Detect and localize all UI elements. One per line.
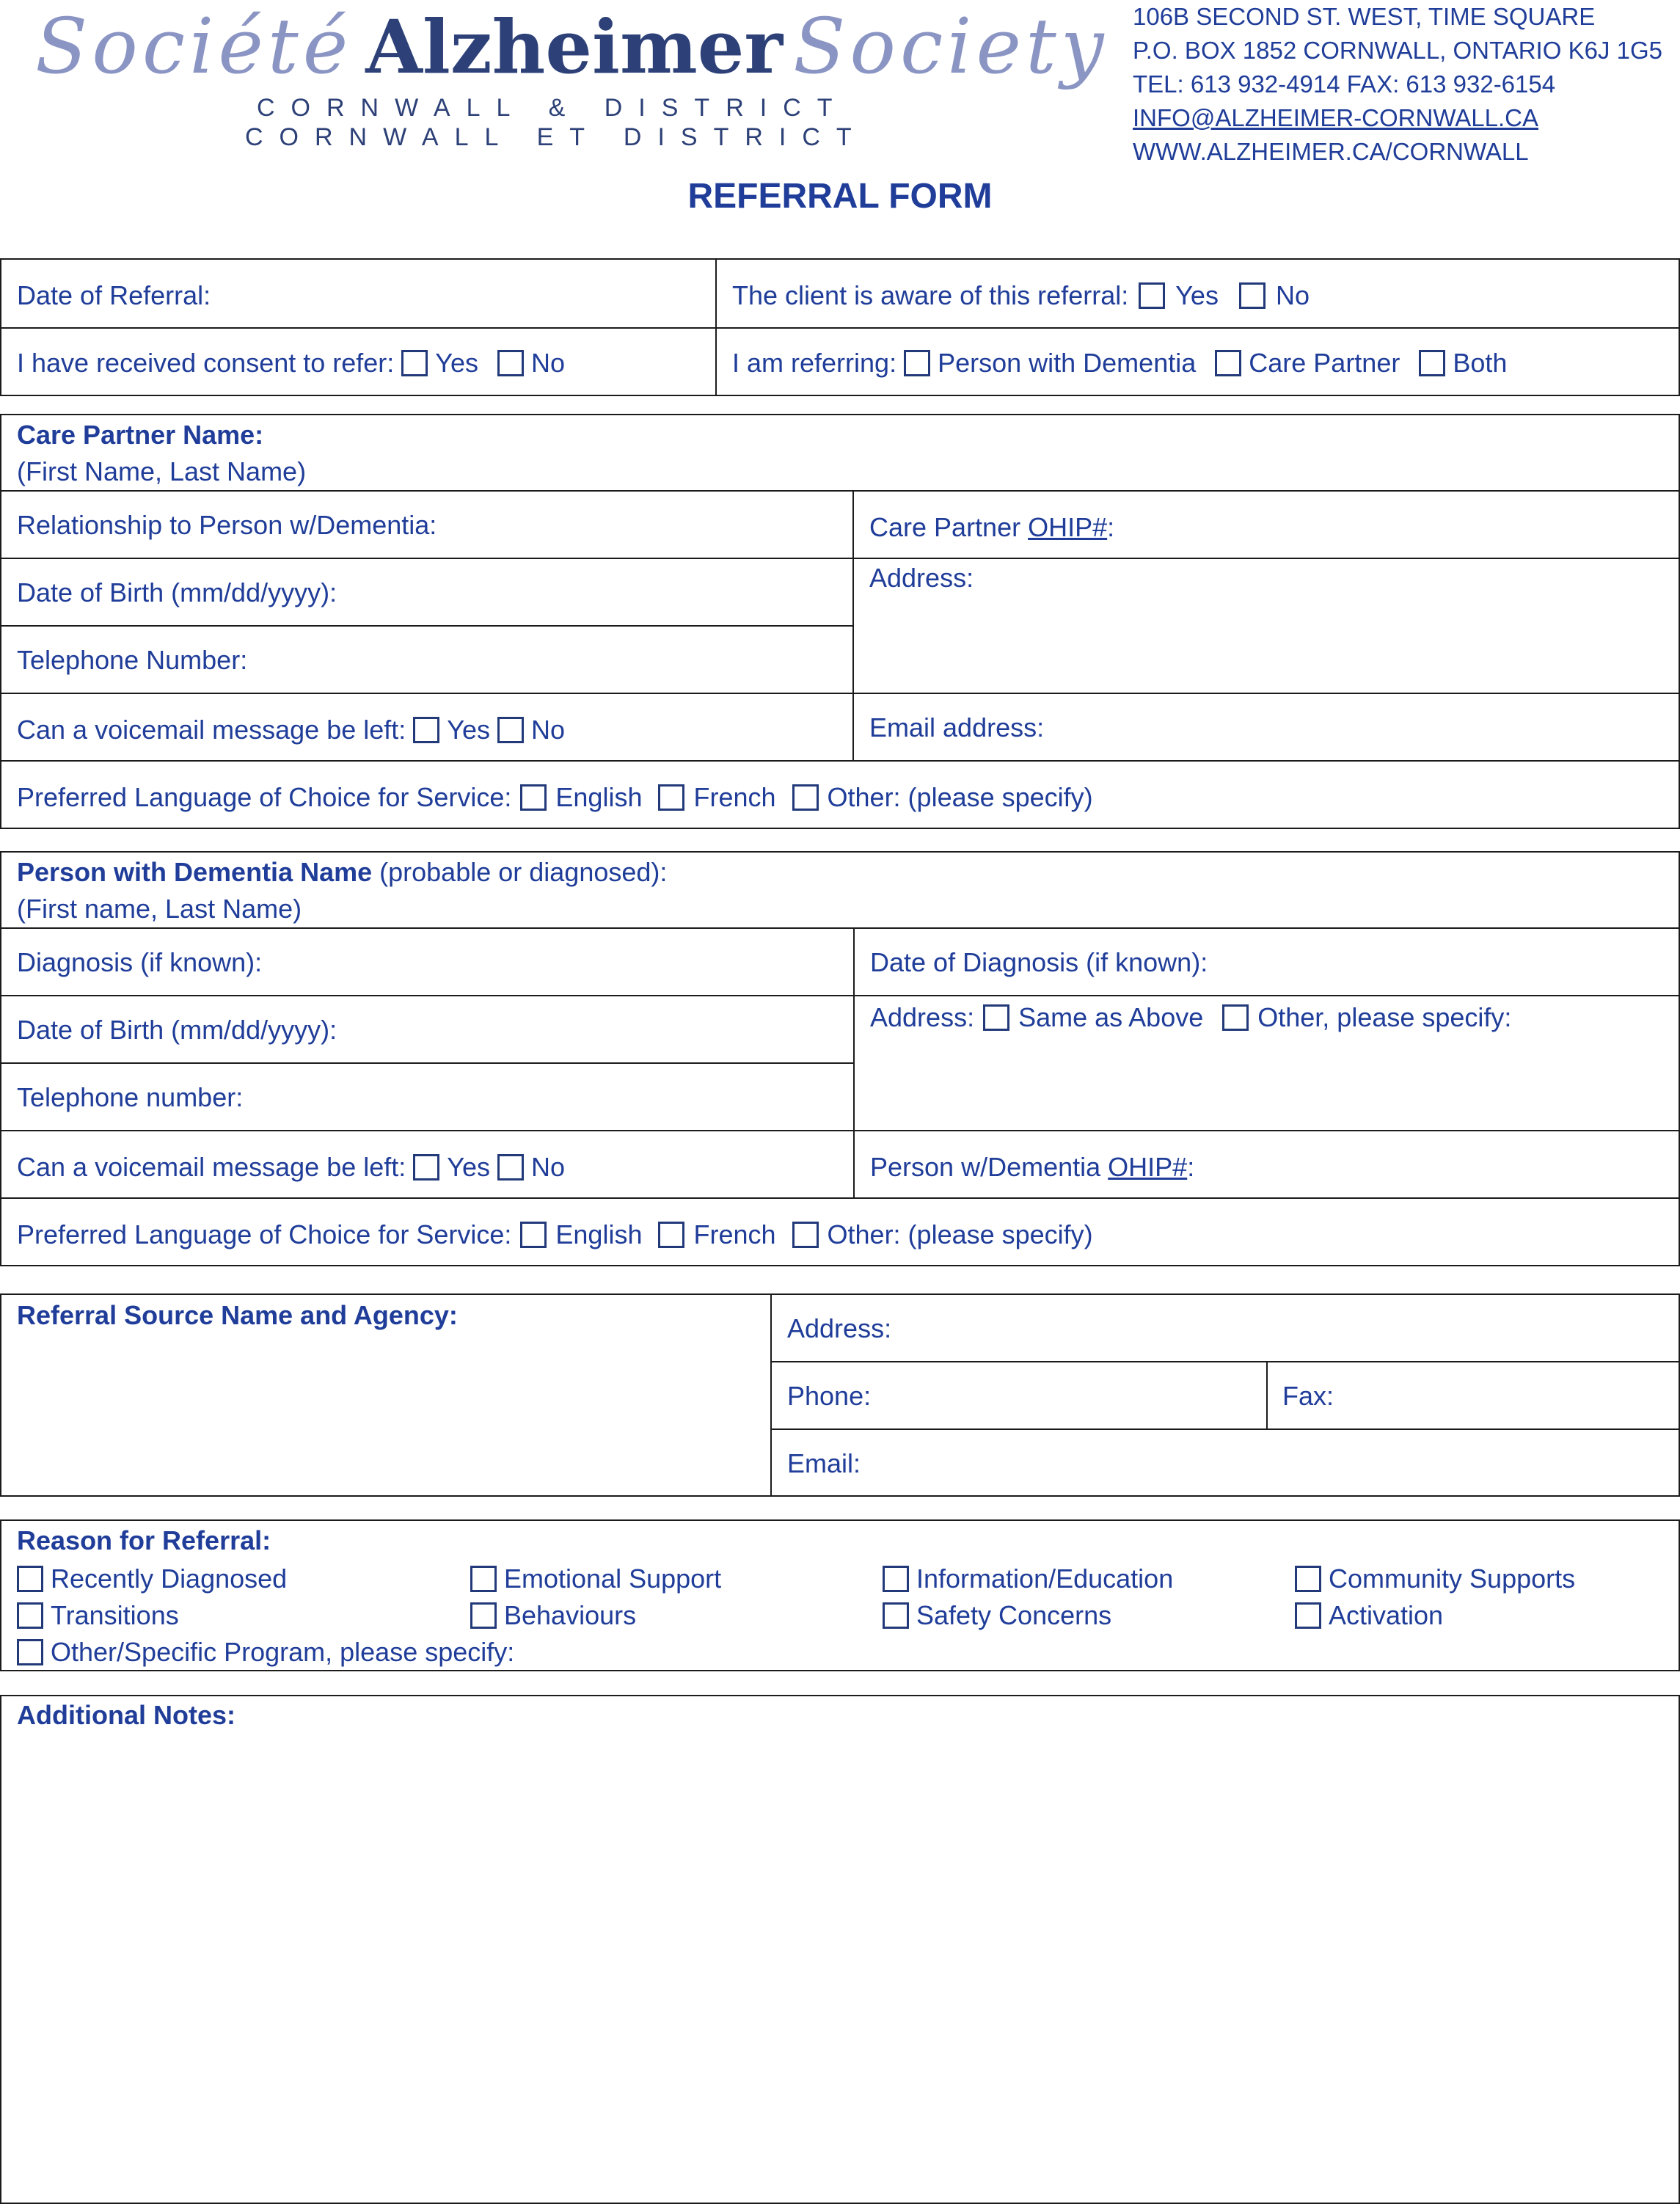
care-partner-ohip-label: OHIP# [1028, 512, 1108, 542]
care-partner-language-label: Preferred Language of Choice for Service: [17, 782, 512, 812]
additional-notes-field[interactable] [0, 1695, 1680, 2204]
reason-title: Reason for Referral: [17, 1525, 271, 1555]
safety-concerns-label: Safety Concerns [916, 1600, 1112, 1630]
other-program-label: Other/Specific Program, please specify: [51, 1637, 515, 1667]
pwd-other-address-checkbox[interactable] [1222, 1004, 1249, 1031]
care-partner-name-field[interactable] [0, 415, 1679, 489]
recently-diagnosed-checkbox[interactable] [17, 1566, 43, 1592]
source-email-label: Email: [787, 1448, 861, 1478]
pwd-english-checkbox[interactable] [520, 1222, 547, 1248]
transitions-label: Transitions [51, 1600, 179, 1630]
emotional-support-checkbox[interactable] [470, 1566, 497, 1592]
care-partner-ohip-suffix: : [1107, 512, 1115, 542]
referring-pwd-label: Person with Dementia [938, 348, 1197, 378]
contact-po-box: P.O. BOX 1852 CORNWALL, ONTARIO K6J 1G5 [1133, 37, 1662, 64]
referring-label: I am referring: [732, 348, 897, 378]
reason-behaviours [470, 1600, 636, 1631]
pwd-voicemail-yes-label: Yes [447, 1152, 490, 1182]
care-partner-name-label: Care Partner Name: [17, 420, 264, 450]
care-partner-other-label: Other: (please specify) [827, 782, 1093, 812]
consent-yes-checkbox[interactable] [401, 350, 428, 376]
logo-subtitle-fr: CORNWALL ET DISTRICT [245, 123, 868, 151]
consent-no-checkbox[interactable] [497, 350, 524, 376]
community-supports-label: Community Supports [1329, 1563, 1576, 1594]
logo-subtitle-en: CORNWALL & DISTRICT [257, 94, 849, 122]
activation-label: Activation [1329, 1600, 1444, 1630]
safety-concerns-checkbox[interactable] [883, 1602, 909, 1629]
pwd-name-label: Person with Dementia Name [17, 857, 373, 887]
care-partner-french-label: French [693, 782, 776, 812]
logo-societe: Société [35, 1, 353, 91]
reason-safety-concerns [883, 1600, 1111, 1631]
care-partner-english-label: English [555, 782, 643, 812]
consent-row [17, 348, 565, 379]
pwd-voicemail-yes-checkbox[interactable] [413, 1154, 439, 1181]
care-partner-language-row [17, 782, 1093, 813]
pwd-same-address-checkbox[interactable] [983, 1004, 1009, 1031]
reason-emotional-support [470, 1563, 721, 1594]
care-partner-voicemail-yes-label: Yes [447, 715, 490, 745]
activation-checkbox[interactable] [1295, 1602, 1321, 1629]
care-partner-address-label: Address: [869, 563, 974, 593]
pwd-english-label: English [555, 1219, 643, 1249]
reason-community-supports [1295, 1563, 1575, 1594]
date-of-referral-field[interactable] [17, 280, 211, 311]
logo-alzheimer: Alzheimer [365, 4, 784, 90]
contact-block [1133, 0, 1662, 169]
care-partner-voicemail-yes-checkbox[interactable] [413, 717, 439, 743]
care-partner-email-label: Email address: [869, 712, 1045, 742]
care-partner-ohip-field[interactable] [869, 512, 1114, 543]
recently-diagnosed-label: Recently Diagnosed [51, 1563, 288, 1594]
pwd-address-label: Address: [870, 1002, 975, 1032]
pwd-french-label: French [693, 1219, 776, 1249]
care-partner-voicemail-no-checkbox[interactable] [497, 717, 524, 743]
consent-label: I have received consent to refer: [17, 348, 395, 378]
pwd-other-address-label: Other, please specify: [1257, 1002, 1512, 1032]
source-address-label: Address: [787, 1313, 892, 1343]
client-aware-yes-checkbox[interactable] [1139, 282, 1165, 309]
other-program-checkbox[interactable] [17, 1639, 43, 1665]
source-phone-label: Phone: [787, 1381, 872, 1411]
reason-recently-diagnosed [17, 1563, 287, 1594]
pwd-ohip-label: OHIP# [1108, 1152, 1188, 1182]
care-partner-ohip-prefix: Care Partner [869, 512, 1029, 542]
referring-care-partner-label: Care Partner [1249, 348, 1400, 378]
care-partner-voicemail-row [17, 715, 565, 745]
referring-both-label: Both [1453, 348, 1508, 378]
pwd-name-qualifier: (probable or diagnosed): [372, 857, 668, 887]
pwd-ohip-suffix: : [1187, 1152, 1195, 1182]
pwd-language-label: Preferred Language of Choice for Service: [17, 1219, 512, 1249]
reason-activation [1295, 1600, 1443, 1631]
care-partner-dob-label: Date of Birth (mm/dd/yyyy): [17, 577, 337, 607]
additional-notes-label: Additional Notes: [17, 1700, 235, 1730]
source-fax-label: Fax: [1282, 1381, 1334, 1411]
date-of-referral-label: Date of Referral: [17, 280, 211, 310]
source-name-label: Referral Source Name and Agency: [17, 1300, 458, 1330]
client-aware-yes-label: Yes [1175, 280, 1219, 310]
logo [35, 0, 1109, 154]
pwd-diagnosis-date-label: Date of Diagnosis (if known): [870, 947, 1208, 977]
form-title: REFERRAL FORM [687, 177, 993, 216]
client-aware-no-checkbox[interactable] [1239, 282, 1266, 309]
pwd-diagnosis-label: Diagnosis (if known): [17, 947, 263, 977]
referring-both-checkbox[interactable] [1419, 350, 1445, 376]
contact-email-link[interactable]: INFO@ALZHEIMER-CORNWALL.CA [1133, 104, 1538, 131]
client-aware-label: The client is aware of this referral: [732, 280, 1129, 310]
care-partner-name-hint: (First Name, Last Name) [17, 456, 307, 486]
pwd-other-checkbox[interactable] [792, 1222, 819, 1248]
community-supports-checkbox[interactable] [1295, 1566, 1321, 1592]
care-partner-french-checkbox[interactable] [658, 784, 684, 811]
logo-society: Society [793, 1, 1109, 91]
pwd-address-row [870, 1002, 1511, 1033]
reason-information-education [883, 1563, 1173, 1594]
care-partner-voicemail-label: Can a voicemail message be left: [17, 715, 406, 745]
behaviours-label: Behaviours [504, 1600, 637, 1630]
consent-yes-label: Yes [435, 348, 479, 378]
information-education-label: Information/Education [916, 1563, 1174, 1594]
referring-pwd-checkbox[interactable] [904, 350, 930, 376]
pwd-name-heading [17, 859, 667, 886]
pwd-voicemail-row [17, 1152, 565, 1183]
pwd-voicemail-label: Can a voicemail message be left: [17, 1152, 406, 1182]
pwd-voicemail-no-checkbox[interactable] [497, 1154, 524, 1181]
relationship-label: Relationship to Person w/Dementia: [17, 510, 437, 540]
reason-transitions [17, 1600, 179, 1631]
reason-other-program [17, 1637, 514, 1668]
client-aware-row [732, 280, 1310, 311]
emotional-support-label: Emotional Support [504, 1563, 722, 1594]
care-partner-other-checkbox[interactable] [792, 784, 819, 811]
referring-care-partner-checkbox[interactable] [1215, 350, 1241, 376]
pwd-name-hint: (First name, Last Name) [17, 894, 302, 924]
care-partner-voicemail-no-label: No [531, 715, 566, 745]
care-partner-telephone-label: Telephone Number: [17, 645, 248, 675]
pwd-other-label: Other: (please specify) [827, 1219, 1093, 1249]
pwd-ohip-field[interactable] [870, 1152, 1194, 1183]
pwd-dob-label: Date of Birth (mm/dd/yyyy): [17, 1015, 337, 1045]
contact-website[interactable]: WWW.ALZHEIMER.CA/CORNWALL [1133, 138, 1529, 165]
care-partner-english-checkbox[interactable] [520, 784, 547, 811]
pwd-language-row [17, 1219, 1093, 1250]
referring-row [732, 348, 1507, 379]
pwd-telephone-label: Telephone number: [17, 1082, 244, 1112]
information-education-checkbox[interactable] [883, 1566, 909, 1592]
pwd-same-address-label: Same as Above [1018, 1002, 1204, 1032]
pwd-voicemail-no-label: No [531, 1152, 566, 1182]
contact-phone-fax: TEL: 613 932-4914 FAX: 613 932-6154 [1133, 70, 1556, 98]
behaviours-checkbox[interactable] [470, 1602, 497, 1629]
contact-address: 106B SECOND ST. WEST, TIME SQUARE [1133, 3, 1596, 30]
client-aware-no-label: No [1275, 280, 1310, 310]
transitions-checkbox[interactable] [17, 1602, 43, 1629]
pwd-french-checkbox[interactable] [658, 1222, 684, 1248]
consent-no-label: No [531, 348, 566, 378]
pwd-ohip-prefix: Person w/Dementia [870, 1152, 1109, 1182]
